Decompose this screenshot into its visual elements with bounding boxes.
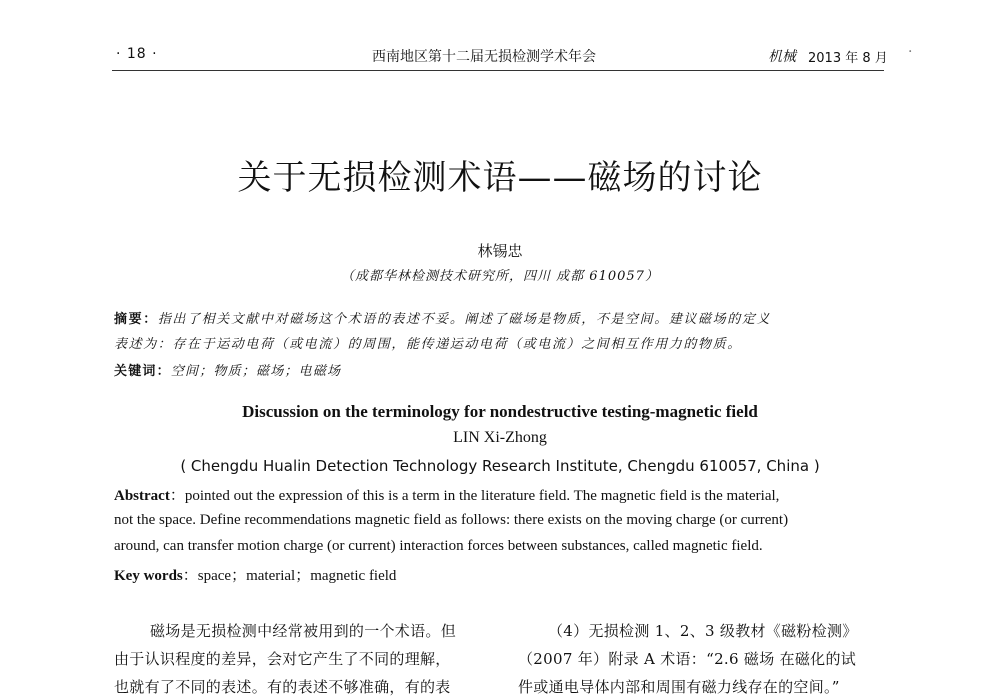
author-name-cn: 林锡忠 [477,242,523,260]
author-name-en: LIN Xi-Zhong [453,429,547,446]
abstract-en-line-1 [114,484,779,505]
keywords-en [114,564,396,585]
body-col2-line-1: （4）无损检测 1、2、3 级教材《磁粉检测》 [548,622,858,640]
keywords-en-label: Key words [114,568,183,584]
abstract-cn-text-1: 指出了相关文献中对磁场这个术语的表述不妥。阐述了磁场是物质，不是空间。建议磁场的定义 [157,312,772,327]
body-col1-line-1: 磁场是无损检测中经常被用到的一个术语。但 [150,622,457,640]
keywords-cn-text: 空间；物质；磁场；电磁场 [170,364,342,379]
affiliation-cn: （成都华林检测技术研究所，四川 成都 610057） [341,269,659,284]
journal-name: 西南地区第十二届无损检测学术年会 [372,49,596,65]
abstract-en-line-2: not the space. Define recommendations magnetic field as follows: there exists on the moving charge (or current) [114,512,789,528]
body-col2-line-2: （2007 年）附录 A 术语：“2.6 磁场 在磁化的试 [518,650,857,668]
abstract-cn-label: 摘要： [114,312,158,327]
abstract-en-label: Abstract [114,488,170,504]
paper-title-cn: 关于无损检测术语——磁场的讨论 [237,158,763,198]
keywords-cn-label: 关键词： [114,364,171,379]
abstract-cn-line-1 [114,308,771,327]
abstract-en-text-1: pointed out the expression of this is a term in the literature field. The magnetic field is the material, [184,488,780,504]
body-col1-line-2: 由于认识程度的差异，会对它产生了不同的理解， [114,650,451,668]
abstract-en-line-3: around, can transfer motion charge (or current) interaction forces between substances, called magnetic field. [114,538,763,554]
journal-brand: 机械 [768,49,796,65]
keywords-cn [114,360,341,379]
header-divider [112,70,884,71]
paper-title-en: Discussion on the terminology for nondestructive testing-magnetic field [242,402,758,421]
margin-mark: · [908,44,913,60]
page-number: · 18 · [116,46,158,62]
abstract-cn-line-2: 表述为：存在于运动电荷（或电流）的周围，能传递运动电荷（或电流）之间相互作用力的物质。 [114,337,742,352]
body-col1-line-3: 也就有了不同的表述。有的表述不够准确，有的表 [114,678,451,696]
abstract-en-sep: ： [169,488,185,504]
affiliation-en: ( Chengdu Hualin Detection Technology Research Institute, Chengdu 610057, China ) [180,457,820,475]
issue-date: 2013 年 8 月 [808,51,888,66]
body-col2-line-3: 件或通电导体内部和周围有磁力线存在的空间。” [518,678,840,696]
keywords-en-sep: ： [182,568,198,584]
keywords-en-text: space；material；magnetic field [197,568,397,584]
